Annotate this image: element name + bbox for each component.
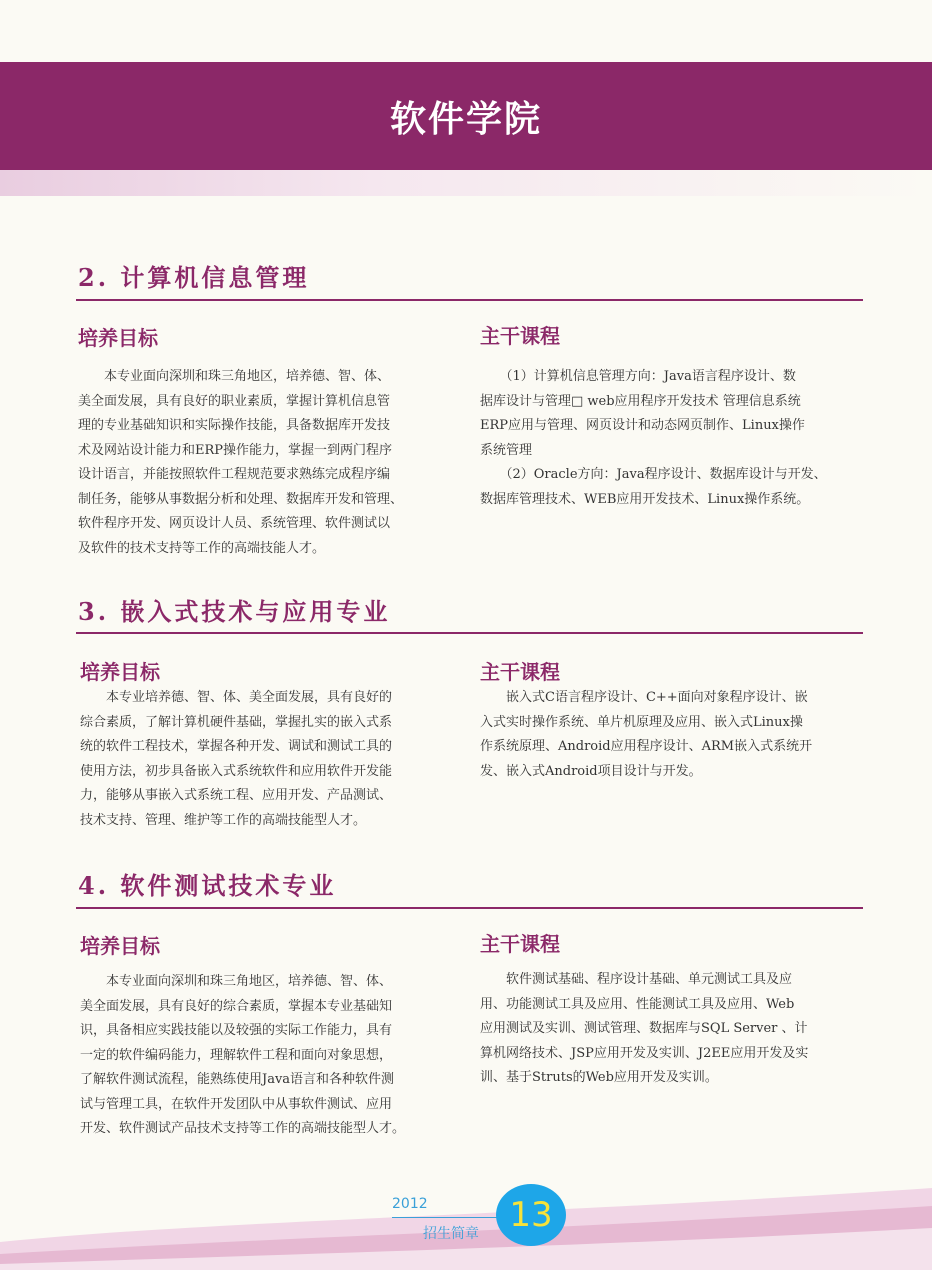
course-heading: 主干课程 — [480, 932, 560, 956]
text-line: ERP应用与管理、网页设计和动态网页制作、Linux操作 — [480, 418, 805, 433]
text-line: 技术支持、管理、维护等工作的高端技能型人才。 — [80, 812, 367, 828]
section-title-software-testing: 4. 软件测试技术专业 — [78, 871, 337, 900]
goal-paragraph — [80, 970, 470, 1142]
course-paragraph — [480, 365, 870, 512]
text-line: 系统管理 — [480, 442, 533, 458]
text-line: 发、嵌入式Android项目设计与开发。 — [480, 763, 702, 779]
header-fade — [0, 170, 932, 196]
text-line: 据库设计与管理□ web应用程序开发技术 管理信息系统 — [480, 393, 801, 409]
text-line: 及软件的技术支持等工作的高端技能人才。 — [78, 540, 326, 556]
course-heading: 主干课程 — [480, 660, 560, 684]
goal-paragraph — [78, 365, 463, 561]
text-line: 使用方法，初步具备嵌入式系统软件和应用软件开发能 — [80, 763, 393, 779]
text-line: 算机网络技术、JSP应用开发及实训、J2EE应用开发及实 — [480, 1045, 809, 1061]
text-line: 开发、软件测试产品技术支持等工作的高端技能型人才。 — [80, 1121, 406, 1136]
text-line: 综合素质，了解计算机硬件基础，掌握扎实的嵌入式系 — [80, 714, 393, 730]
text-line: 力，能够从事嵌入式系统工程、应用开发、产品测试、 — [80, 788, 393, 803]
text-line: 理的专业基础知识和实际操作技能，具备数据库开发技 — [78, 418, 391, 433]
text-line: 本专业面向深圳和珠三角地区，培养德、智、体、 — [80, 974, 393, 989]
course-paragraph — [480, 968, 870, 1091]
text-line: 一定的软件编码能力，理解软件工程和面向对象思想， — [80, 1047, 393, 1063]
text-line: 用、功能测试工具及应用、性能测试工具及应用、Web — [480, 996, 795, 1012]
text-line: 术及网站设计能力和ERP操作能力，掌握一到两门程序 — [78, 442, 393, 458]
text-line: 了解软件测试流程，能熟练使用Java语言和各种软件测 — [80, 1072, 395, 1087]
section-title-embedded: 3. 嵌入式技术与应用专业 — [78, 597, 391, 626]
text-line: 嵌入式C语言程序设计、C++面向对象程序设计、嵌 — [480, 690, 808, 705]
text-line: 训、基于Struts的Web应用开发及实训。 — [480, 1070, 718, 1085]
goal-heading: 培养目标 — [80, 660, 160, 684]
text-line: 软件测试基础、程序设计基础、单元测试工具及应 — [480, 972, 793, 987]
course-paragraph — [480, 686, 870, 784]
text-line: 应用测试及实训、测试管理、数据库与SQL Server 、计 — [480, 1021, 808, 1036]
text-line: 试与管理工具，在软件开发团队中从事软件测试、应用 — [80, 1096, 393, 1112]
text-line: 本专业面向深圳和珠三角地区，培养德、智、体、 — [78, 369, 391, 384]
page-title: 软件学院 — [389, 98, 542, 140]
footer-year: 2012 — [392, 1196, 428, 1212]
footer-label: 招生简章 — [423, 1226, 479, 1242]
text-line: 作系统原理、Android应用程序设计、ARM嵌入式系统开 — [480, 739, 813, 754]
page-number: 13 — [496, 1184, 566, 1246]
text-line: 美全面发展，具有良好的职业素质，掌握计算机信息管 — [78, 393, 391, 409]
goal-heading: 培养目标 — [80, 934, 160, 958]
text-line: 统的软件工程技术，掌握各种开发、调试和测试工具的 — [80, 739, 393, 754]
section-divider — [76, 632, 863, 634]
text-line: 美全面发展，具有良好的综合素质，掌握本专业基础知 — [80, 998, 393, 1014]
footer-divider — [392, 1217, 502, 1218]
section-divider — [76, 299, 863, 301]
text-line: 数据库管理技术、WEB应用开发技术、Linux操作系统。 — [480, 491, 810, 507]
goal-heading: 培养目标 — [78, 326, 158, 350]
text-line: （2）Oracle方向：Java程序设计、数据库设计与开发、 — [480, 467, 827, 482]
section-divider — [76, 907, 863, 909]
text-line: 本专业培养德、智、体、美全面发展，具有良好的 — [80, 690, 393, 705]
goal-paragraph — [80, 686, 465, 833]
text-line: 软件程序开发、网页设计人员、系统管理、软件测试以 — [78, 516, 391, 531]
text-line: （1）计算机信息管理方向：Java语言程序设计、数 — [480, 369, 796, 384]
text-line: 入式实时操作系统、单片机原理及应用、嵌入式Linux操 — [480, 714, 803, 730]
section-title-info-management: 2. 计算机信息管理 — [78, 263, 310, 292]
text-line: 设计语言，并能按照软件工程规范要求熟练完成程序编 — [78, 467, 391, 482]
course-heading: 主干课程 — [480, 324, 560, 348]
text-line: 制任务，能够从事数据分析和处理、数据库开发和管理、 — [78, 491, 404, 507]
text-line: 识，具备相应实践技能以及较强的实际工作能力，具有 — [80, 1023, 393, 1038]
